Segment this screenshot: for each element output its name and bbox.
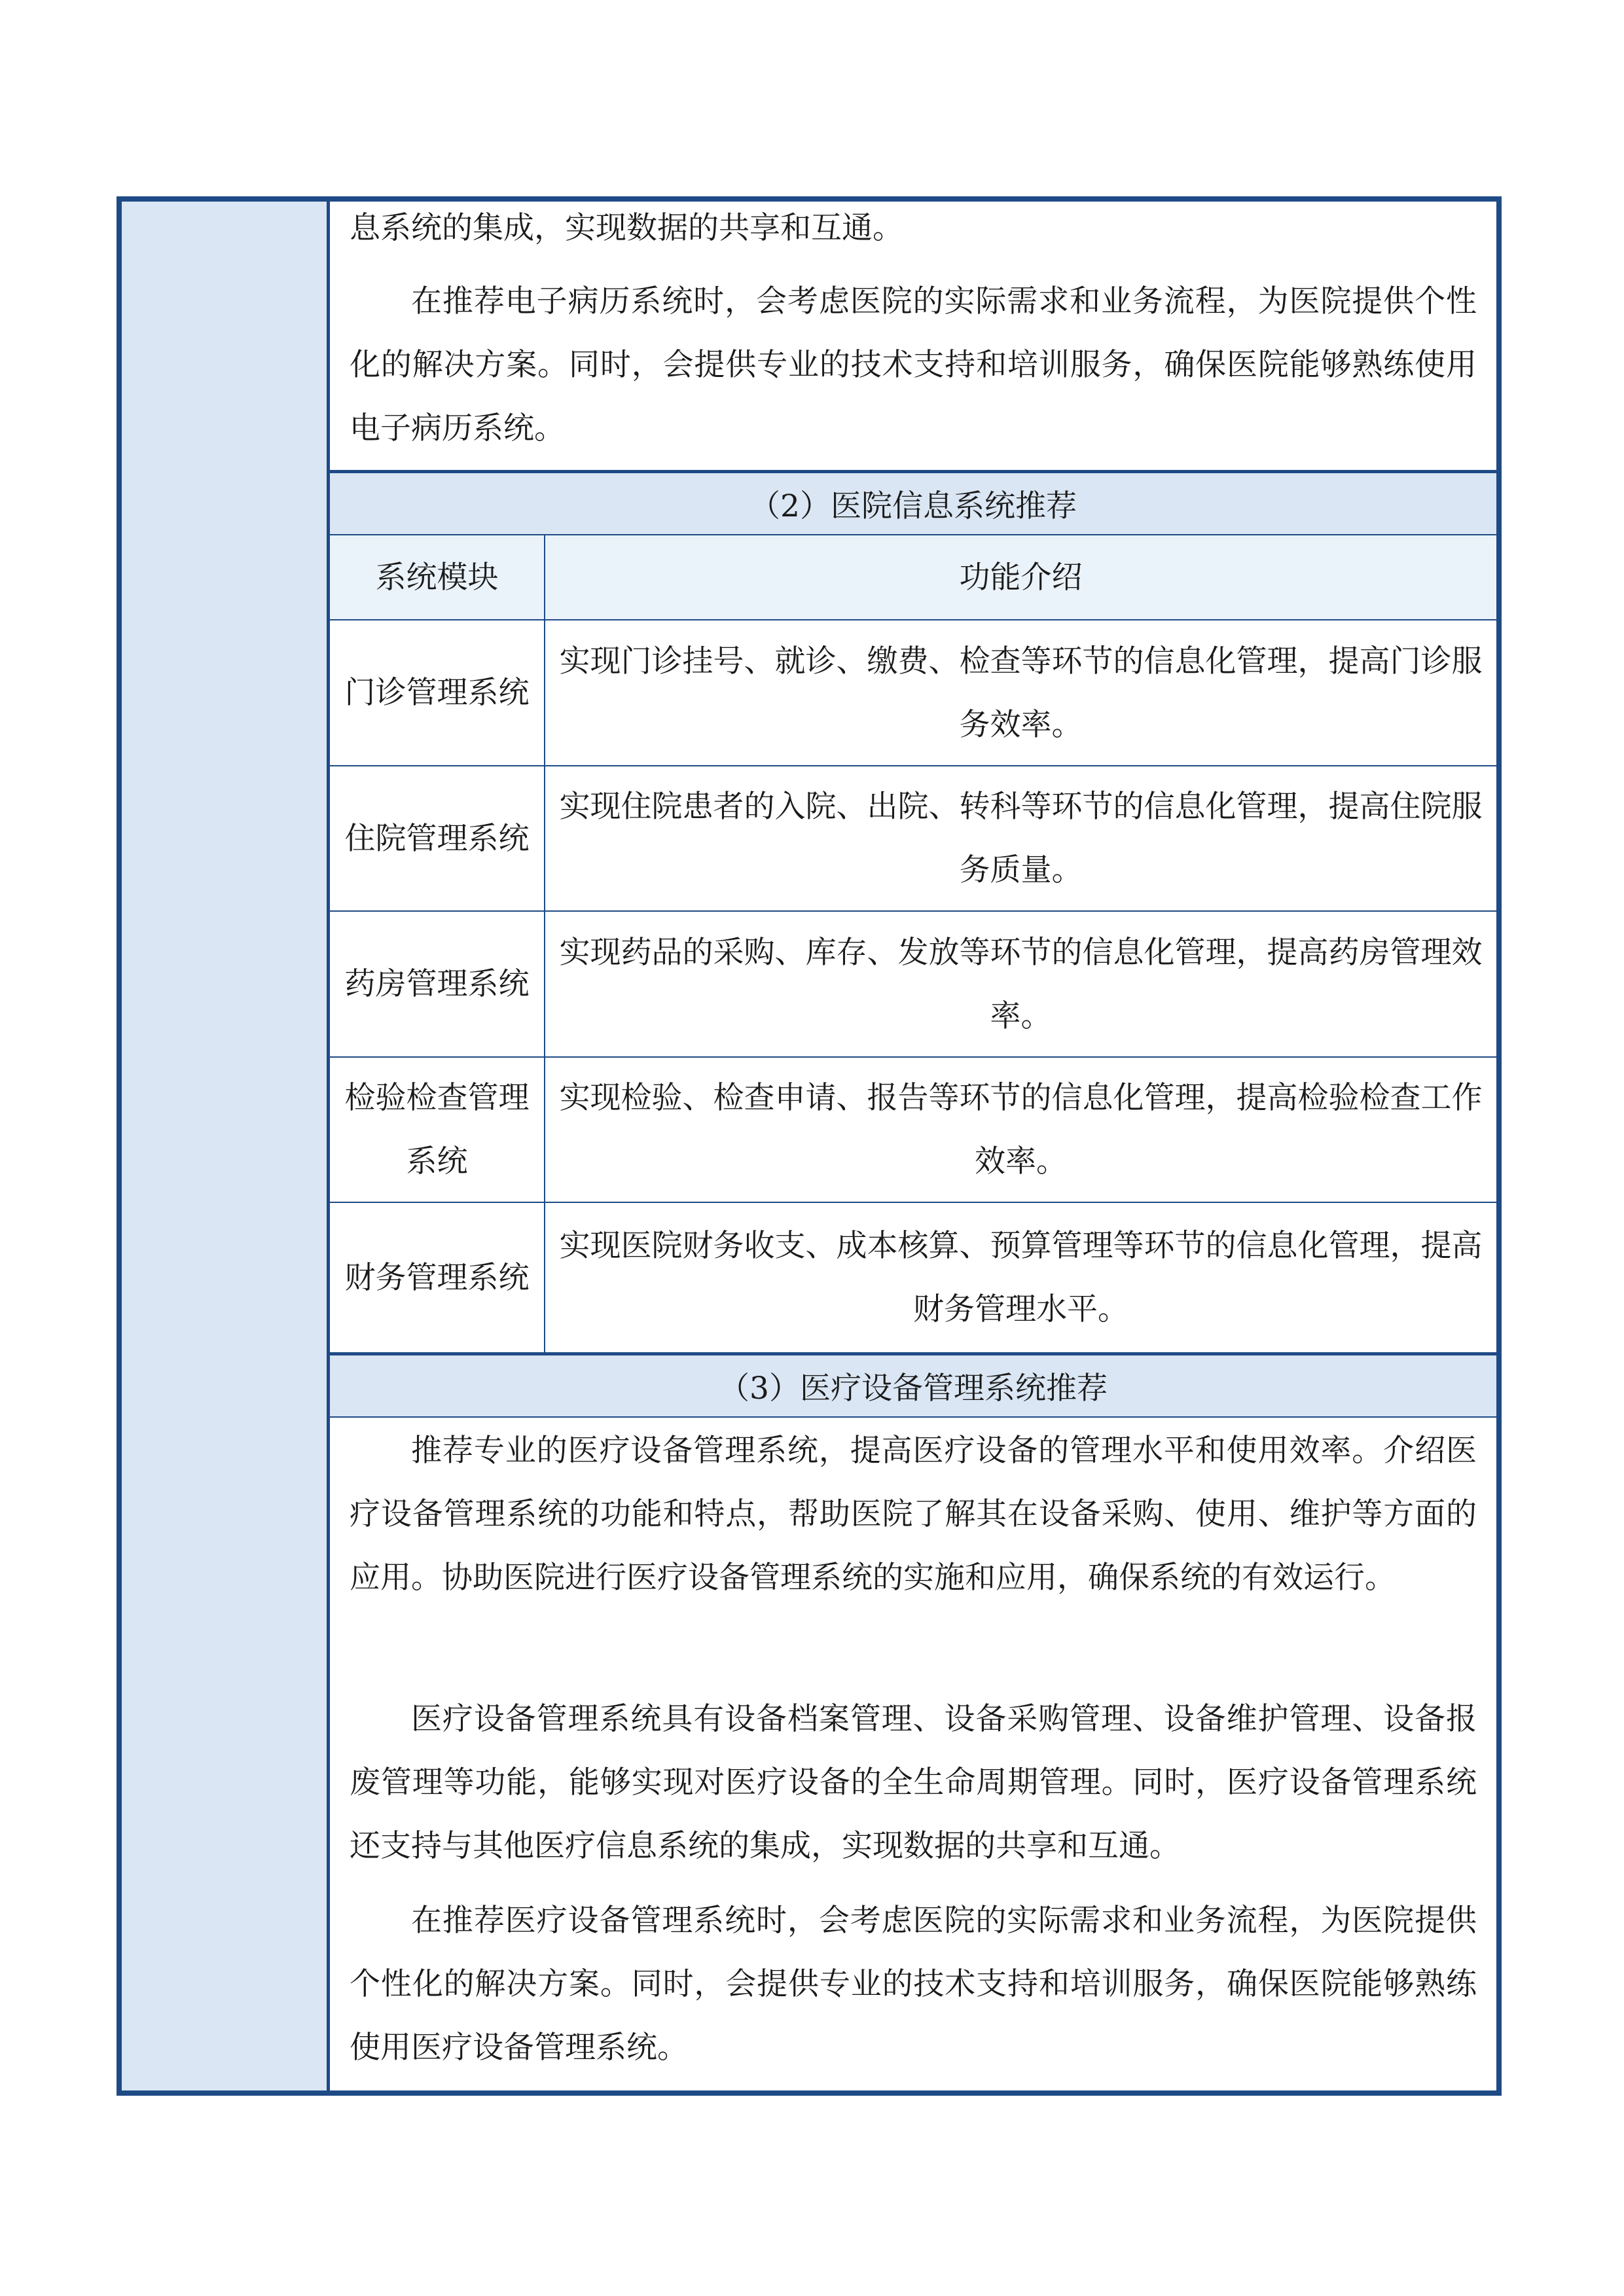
table-row [330,1203,1496,1352]
section3-paragraph: 在推荐医疗设备管理系统时，会考虑医院的实际需求和业务流程，为医院提供个性化的解决方案。同时，会提供专业的技术支持和培训服务，确保医院能够熟练使用医疗设备管理系统。 [350,1903,1477,2066]
left-label-column [122,202,330,2090]
row-module: 药房管理系统 [330,912,545,1056]
header-function [545,535,1496,619]
section2-title: （2）医院信息系统推荐 [749,488,1077,524]
table-header-row [330,535,1496,620]
table-row [330,1058,1496,1203]
row-function-text: 实现住院患者的入院、出院、转科等环节的信息化管理，提高住院服务质量。 [559,789,1483,888]
section3-title-bar [330,1352,1496,1418]
intro-continuation-line: 息系统的集成，实现数据的共享和互通。 [350,210,903,246]
row-function-text: 实现医院财务收支、成本核算、预算管理等环节的信息化管理，提高财务管理水平。 [559,1228,1483,1327]
intro-paragraph: 在推荐电子病历系统时，会考虑医院的实际需求和业务流程，为医院提供个性化的解决方案。同时，会提供专业的技术支持和培训服务，确保医院能够熟练使用电子病历系统。 [350,283,1477,446]
content-column [330,202,1496,2090]
row-function [545,1203,1496,1352]
table-row [330,620,1496,766]
section3-title: （3）医疗设备管理系统推荐 [719,1371,1108,1407]
row-module: 财务管理系统 [330,1203,545,1352]
section3-paragraph: 推荐专业的医疗设备管理系统，提高医疗设备的管理水平和使用效率。介绍医疗设备管理系统的功能和特点，帮助医院了解其在设备采购、使用、维护等方面的应用。协助医院进行医疗设备管理系统的实施和应用，确保系统的有效运行。 [350,1433,1477,1596]
section3-paragraph: 医疗设备管理系统具有设备档案管理、设备采购管理、设备维护管理、设备报废管理等功能，能够实现对医疗设备的全生命周期管理。同时，医疗设备管理系统还支持与其他医疗信息系统的集成，实现数据的共享和互通。 [350,1701,1477,1864]
info-system-table [330,535,1496,1352]
row-function-text: 实现检验、检查申请、报告等环节的信息化管理，提高检验检查工作效率。 [559,1080,1483,1179]
row-function [545,912,1496,1056]
table-row [330,766,1496,912]
table-row [330,912,1496,1058]
row-module: 检验检查管理系统 [330,1058,545,1202]
row-function [545,620,1496,765]
row-function [545,766,1496,910]
row-function-text: 实现门诊挂号、就诊、缴费、检查等环节的信息化管理，提高门诊服务效率。 [559,643,1483,743]
section2-title-bar [330,470,1496,535]
header-module: 系统模块 [330,535,545,619]
row-module: 门诊管理系统 [330,620,545,765]
document-table-frame [117,196,1502,2096]
row-function-text: 实现药品的采购、库存、发放等环节的信息化管理，提高药房管理效率。 [559,934,1483,1034]
row-module: 住院管理系统 [330,766,545,910]
header-function-text: 功能介绍 [959,559,1083,596]
row-function [545,1058,1496,1202]
